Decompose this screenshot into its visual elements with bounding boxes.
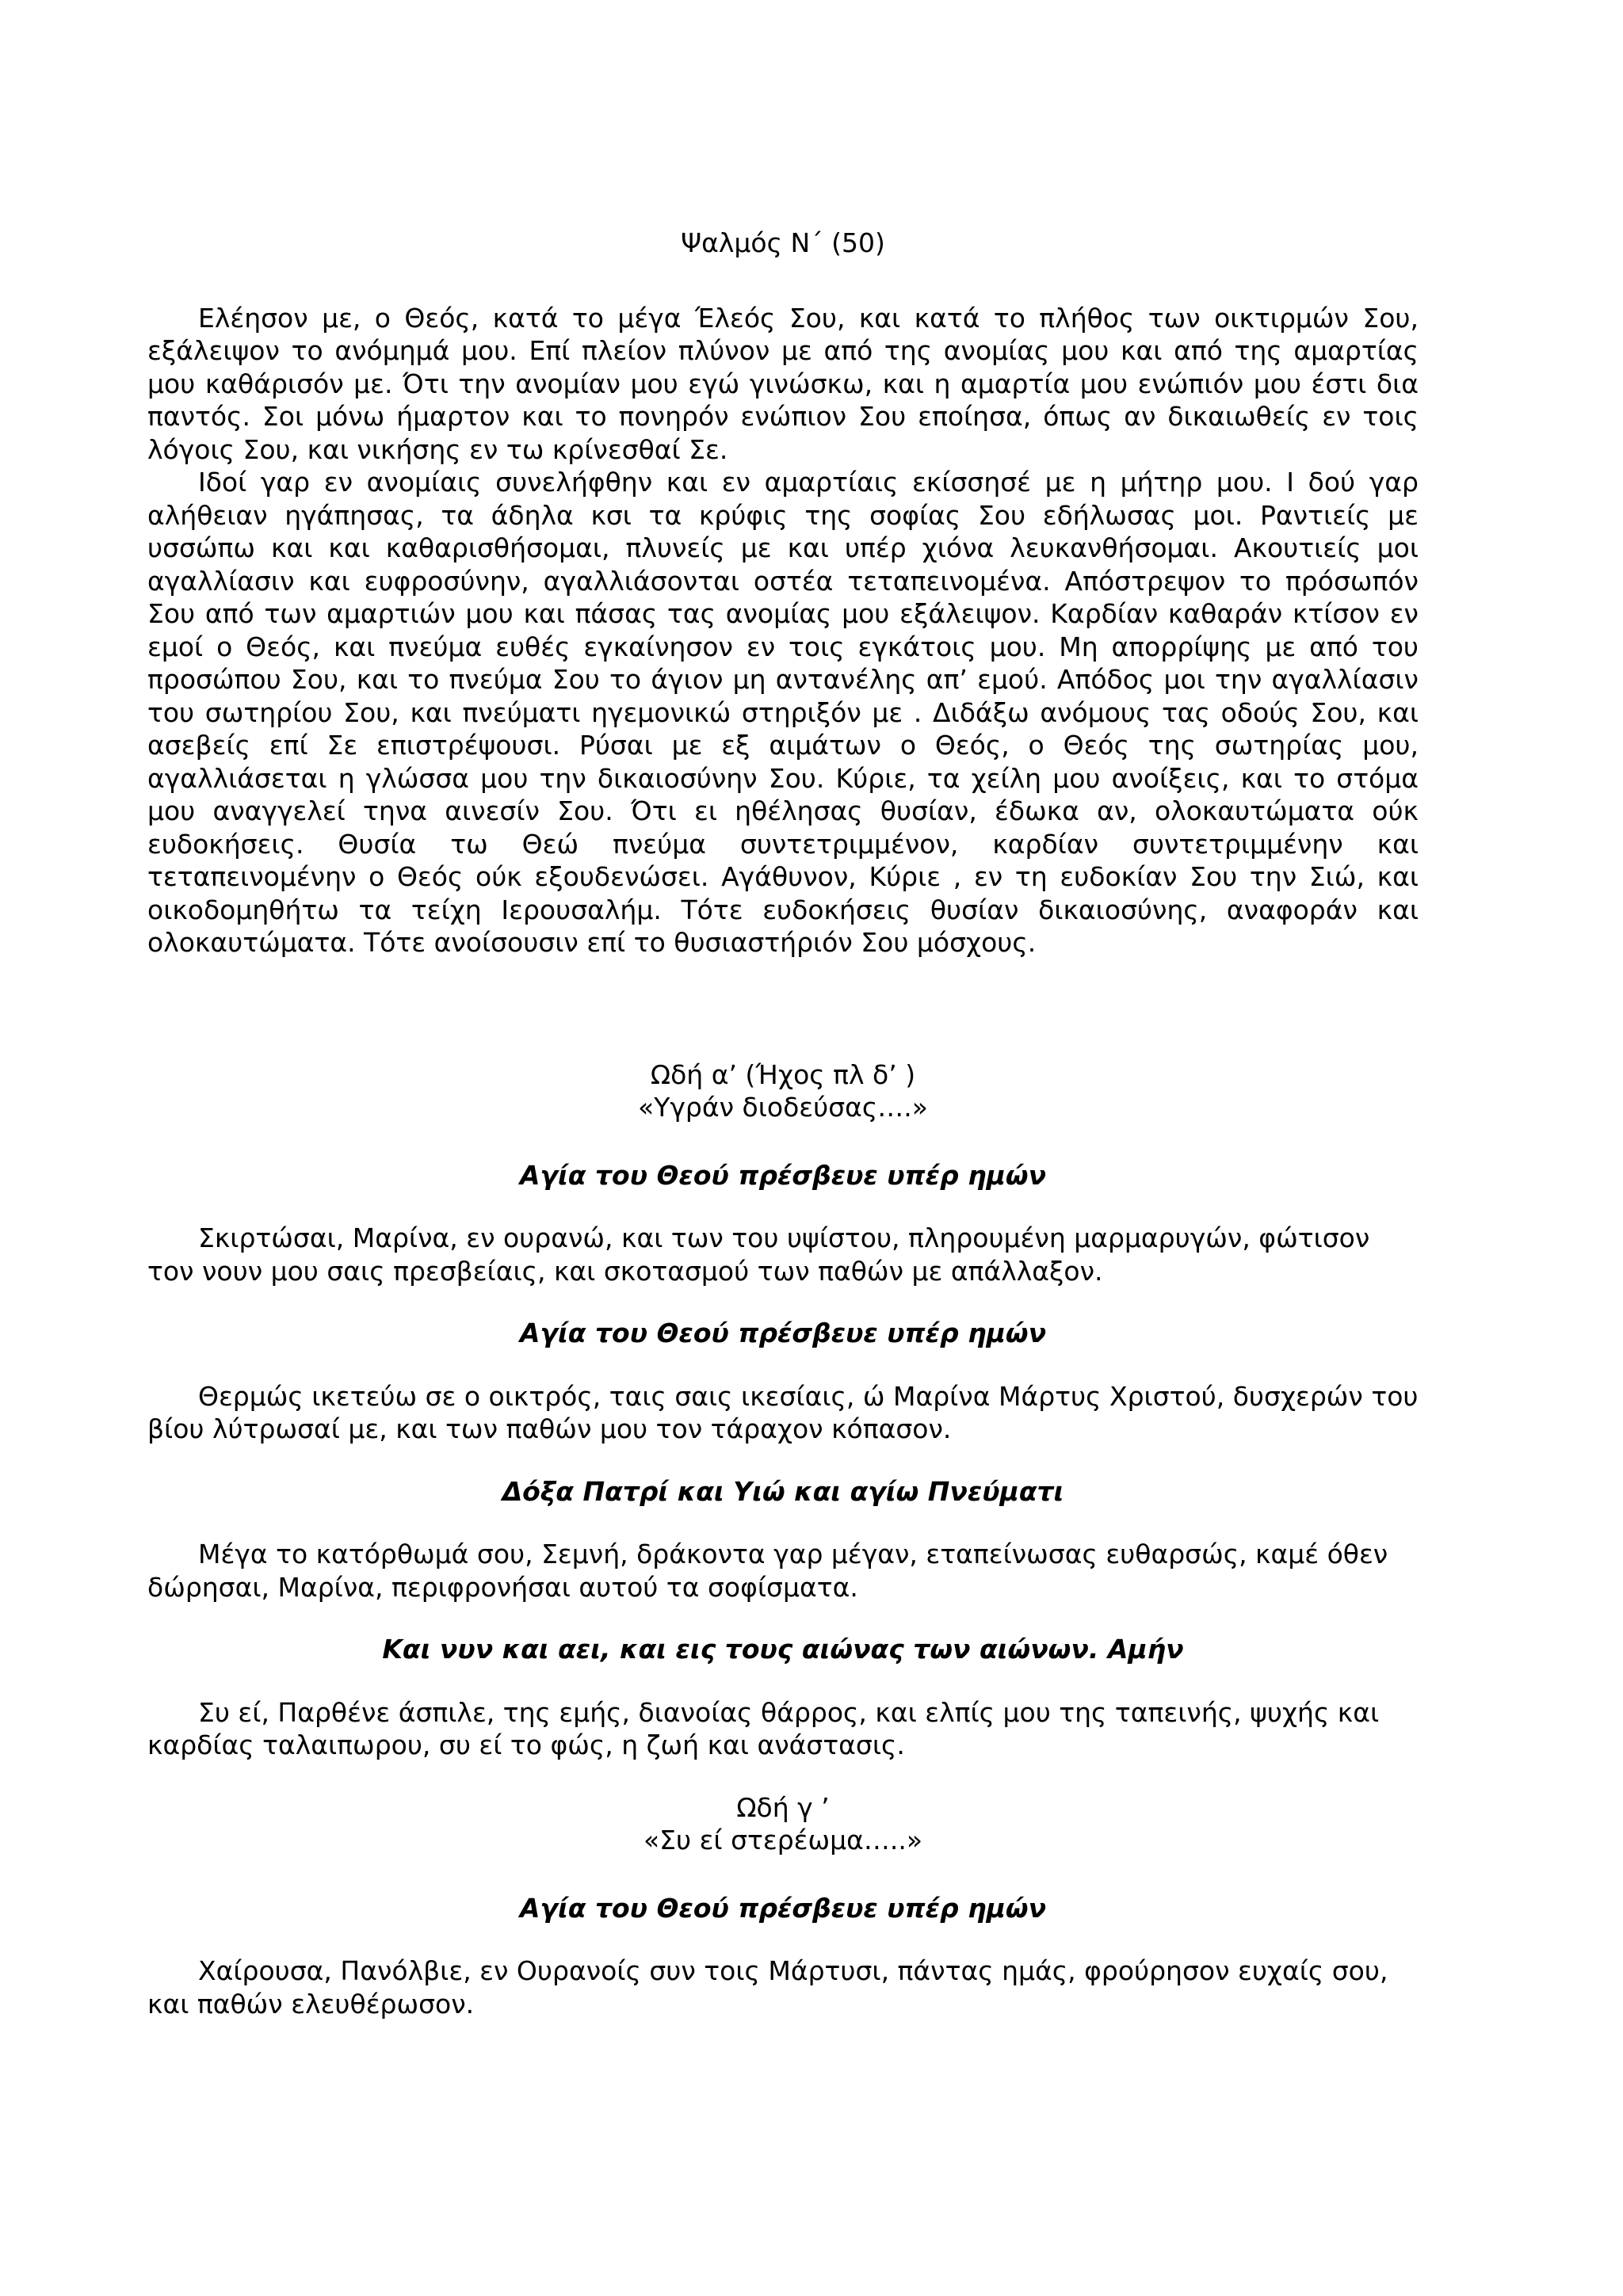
section-spacer	[147, 959, 1419, 1058]
ode1-refrain-1: Αγία του Θεού πρέσβευε υπέρ ημών	[519, 1159, 1047, 1191]
ode3-troparion-1: Χαίρουσα, Πανόλβιε, εν Ουρανοίς συν τοις Μάρτυσι, πάντας ημάς, φρούρησον ευχαίς σου, και παθών ελευθέρωσον.	[147, 1955, 1388, 2019]
ode1-kai-nyn: Και νυν και αει, και εις τους αιώνας των αιώνων. Αμήν	[382, 1634, 1184, 1665]
ode1-doxa: Δόξα Πατρί και Υιώ και αγίω Πνεύματι	[502, 1475, 1064, 1507]
psalm-paragraph-2: Ιδοί γαρ εν ανομίαις συνελήφθην και εν αμαρτίαις εκίσσησέ με η μήτηρ μου. Ι δού γαρ αλήθειαν ηγάπησας, τα άδηλα κσι τα κρύφις της σοφίας Σου εδήλωσας μοι. Ραντιείς με υσσώπω και και καθαρισθήσομαι, πλυνείς με και υπέρ χιόνα λευκανθήσομαι. Ακουτιείς μοι αγαλλίασιν και ευφροσύνην, αγαλλιάσονται οστέα τεταπεινομένα. Απόστρεψον το πρόσωπόν Σου από των αμαρτιών μου και πάσας τας ανομίας μου εξάλειψον. Καρδίαν καθαράν κτίσον εν εμοί ο Θεός, και πνεύμα ευθές εγκαίνησον εν τοις εγκάτοις μου. Μη απορρίψης με από του προσώπου Σου, και το πνεύμα Σου το άγιον μη αντανέλης απ’ εμού. Απόδος μοι την αγαλλίασιν του σωτηρίου Σου, και πνεύματι ηγεμονικώ στηριξόν με . Διδάξω ανόμους τας οδούς Σου, και ασεβείς επί Σε επιστρέψουσι. Ρύσαι με εξ αιμάτων ο Θεός, ο Θεός της σωτηρίας μου, αγαλλιάσεται η γλώσσα μου την δικαιοσύνην Σου. Κύριε, τα χείλη μου ανοίξεις, και το στόμα μου αναγγελεί τηνα αινεσίν Σου. Ότι ει ηθέλησας θυσίαν, έδωκα αν, ολοκαυτώματα ούκ ευδοκήσεις. Θυσία τω Θεώ πνεύμα συντετριμμένον, καρδίαν συντετριμμένην και τεταπεινομένην ο Θεός ούκ εξουδενώσει. Αγάθυνον, Κύριε , εν τη ευδοκίαν Σου την Σιώ, και οικοδομηθήτω τα τείχη Ιερουσαλήμ. Τότε ευδοκήσεις θυσίαν δικαιοσύνης, αναφοράν και ολοκαυτώματα. Τότε ανοίσουσιν επί το θυσιαστήριόν Σου μόσχους.	[147, 467, 1419, 958]
ode3-hirmos: «Συ εί στερέωμα…..»	[643, 1825, 923, 1855]
ode3-heading: Ωδή γ ’	[736, 1791, 830, 1823]
psalm-title: Ψαλμός Ν΄ (50)	[681, 227, 885, 258]
ode1-theotokion: Συ εί, Παρθένε άσπιλε, της εμής, διανοίας θάρρος, και ελπίς μου της ταπεινής, ψυχής και καρδίας ταλαιπωρου, συ εί το φώς, η ζωή και ανάστασις.	[147, 1696, 1380, 1760]
ode1-troparion-3: Μέγα το κατόρθωμά σου, Σεμνή, δράκοντα γαρ μέγαν, εταπείνωσας ευθαρσώς, καμέ όθεν δώρησαι, Μαρίνα, περιφρονήσαι αυτού τα σοφίσματα.	[147, 1539, 1388, 1603]
ode1-troparion-2: Θερμώς ικετεύω σε ο οικτρός, ταις σαις ικεσίαις, ώ Μαρίνα Μάρτυς Χριστού, δυσχερών του βίου λύτρωσαί με, και των παθών μου τον τάραχον κόπασον.	[147, 1380, 1419, 1444]
ode1-hirmos: «Υγράν διοδεύσας….»	[638, 1092, 928, 1123]
psalm-paragraph-1: Ελέησον με, ο Θεός, κατά το μέγα Έλεός Σου, και κατά το πλήθος των οικτιρμών Σου, εξάλειψον το ανόμημά μου. Επί πλείον πλύνον με από της ανομίας μου και από της αμαρτίας μου καθάρισόν με. Ότι την ανομίαν μου εγώ γινώσκω, και η αμαρτία μου ενώπιόν μου έστι δια παντός. Σοι μόνω ήμαρτον και το πονηρόν ενώπιον Σου εποίησα, όπως αν δικαιωθείς εν τοις λόγοις Σου, και νικήσης εν τω κρίνεσθαί Σε.	[147, 302, 1419, 465]
ode1-troparion-1: Σκιρτώσαι, Μαρίνα, εν ουρανώ, και των του υψίστου, πληρουμένη μαρμαρυγών, φώτισον τον νουν μου σαις πρεσβείαις, και σκοτασμού των παθών με απάλλαξον.	[147, 1222, 1370, 1287]
document-page	[147, 227, 1419, 2020]
ode1-heading: Ωδή α’ (Ήχος πλ δ’ )	[650, 1058, 916, 1090]
ode3-refrain-1: Αγία του Θεού πρέσβευε υπέρ ημών	[519, 1892, 1047, 1924]
ode1-refrain-2: Αγία του Θεού πρέσβευε υπέρ ημών	[519, 1318, 1047, 1348]
